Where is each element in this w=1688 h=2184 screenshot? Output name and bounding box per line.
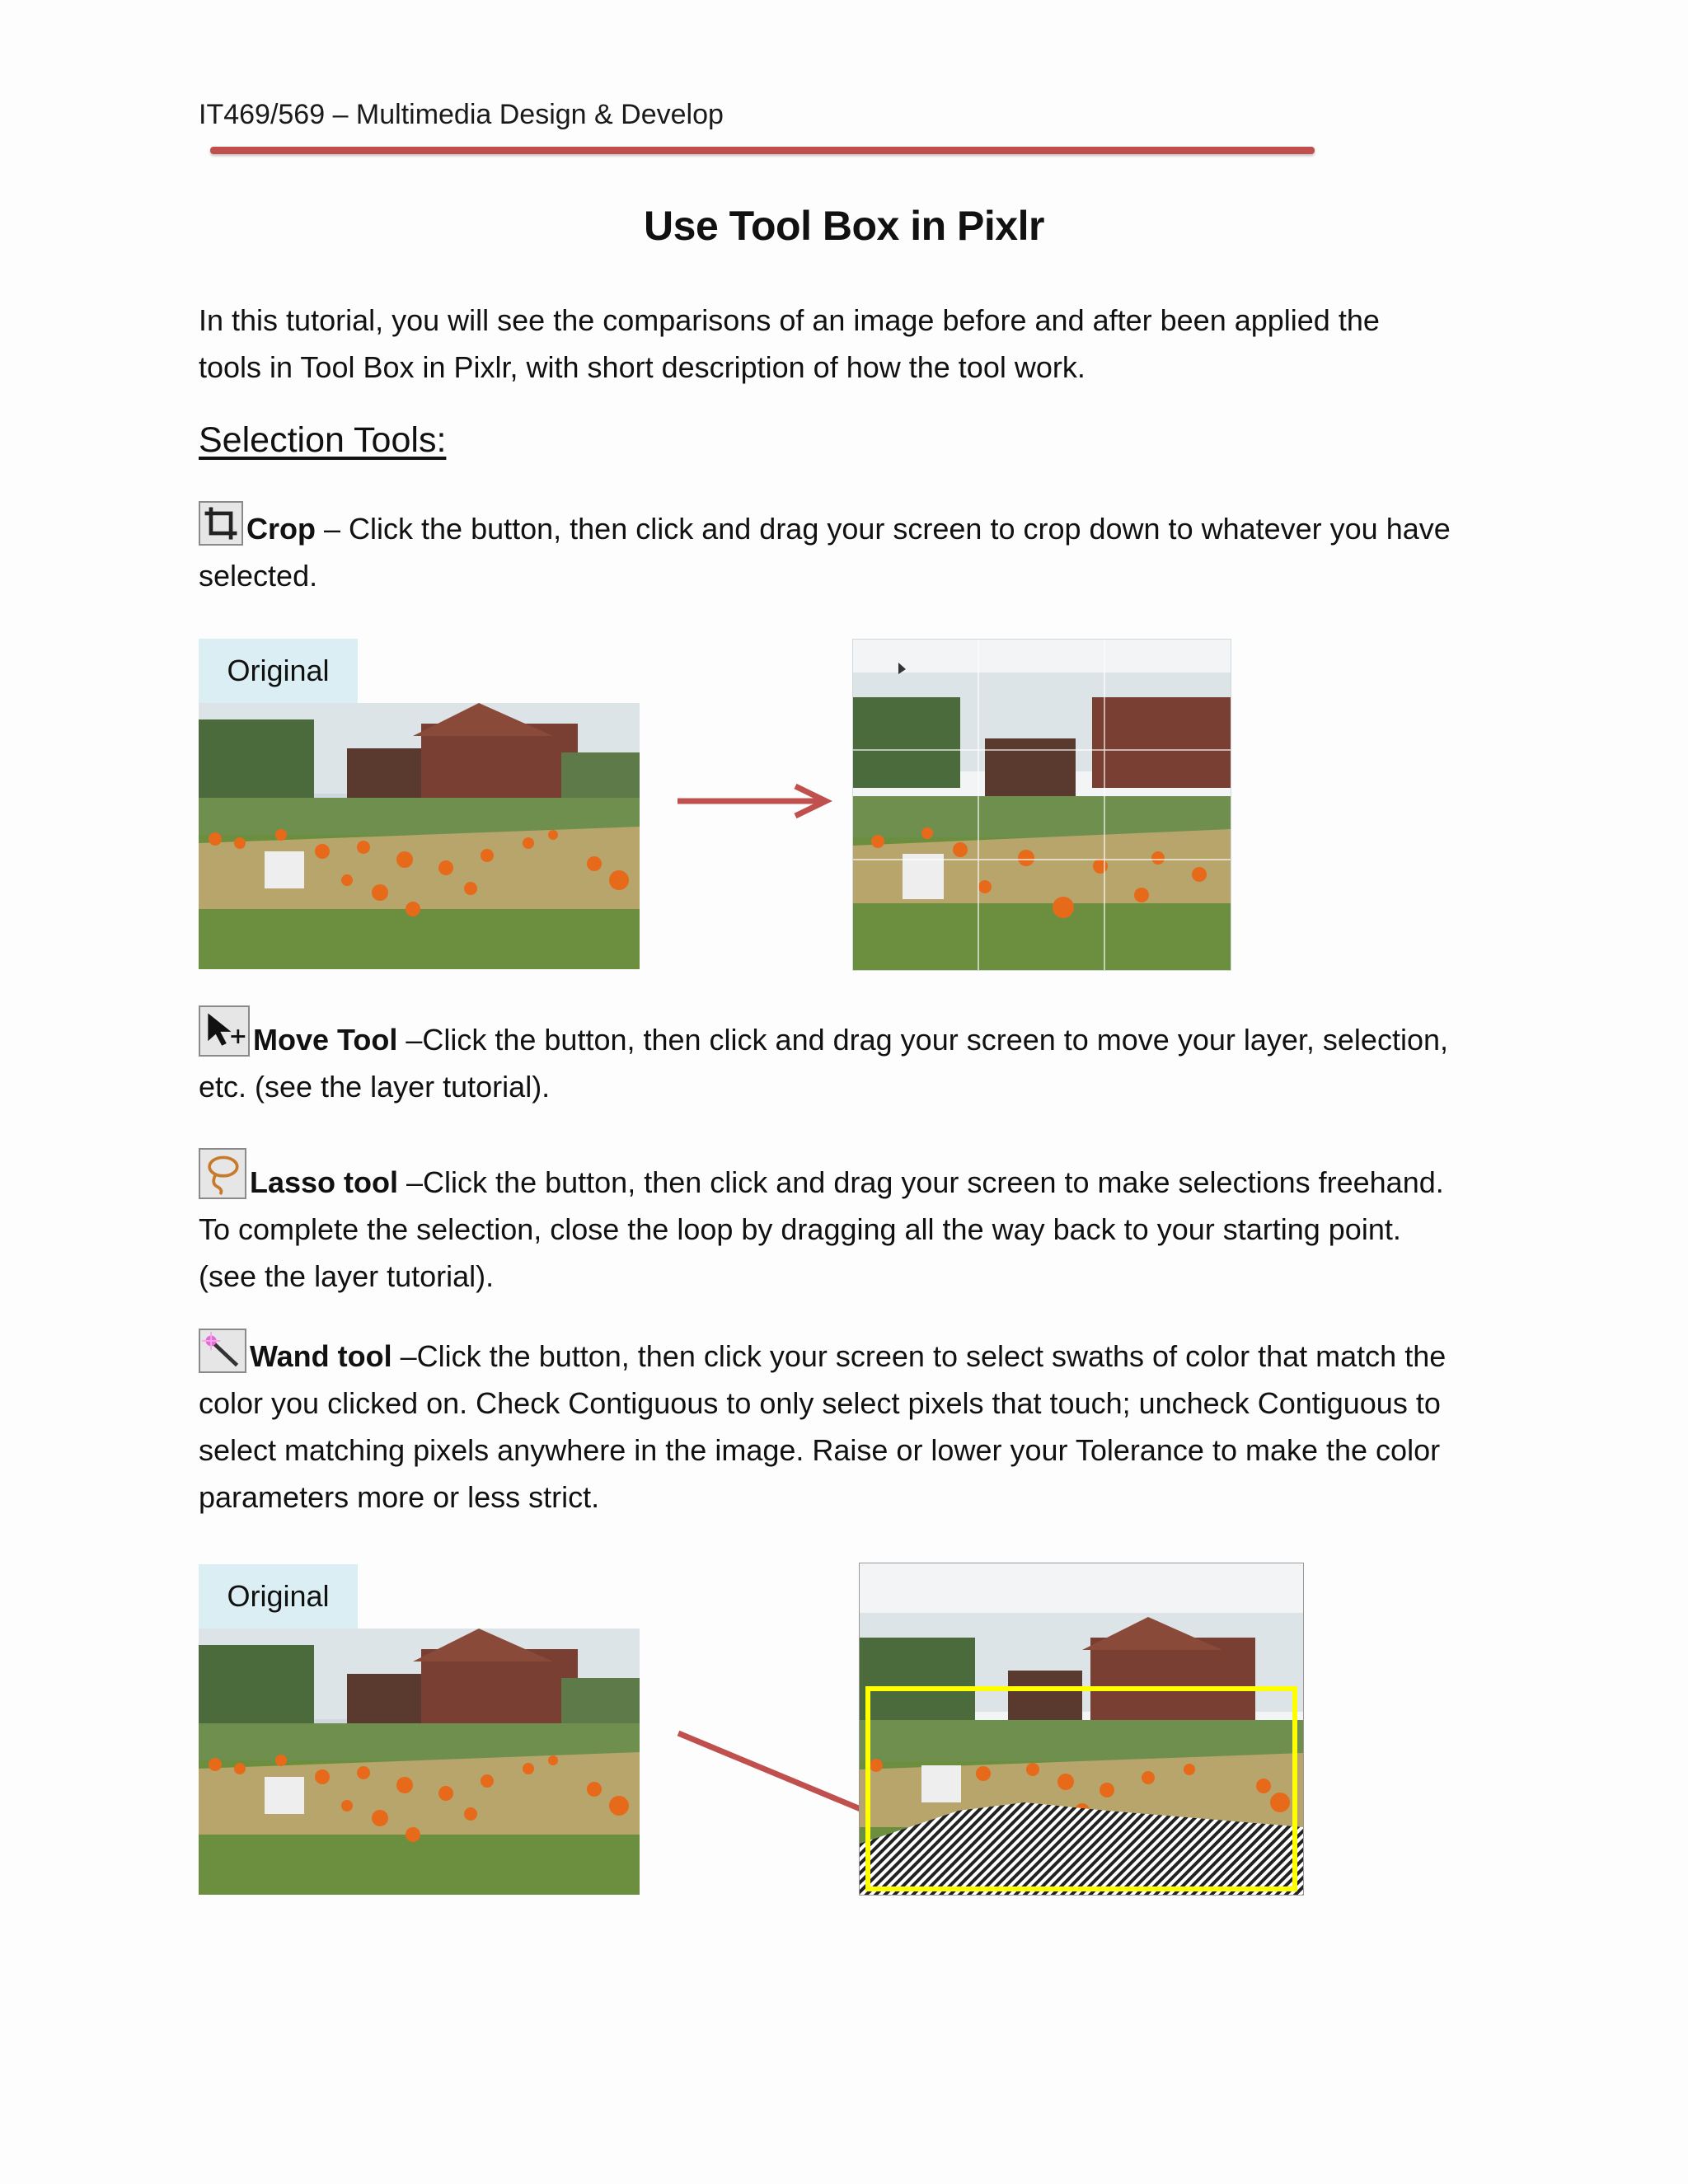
lasso-desc-line-2: To complete the selection, close the loop by dragging all the way back to your starting point. <box>199 1212 1401 1246</box>
crop-description <box>199 501 1517 599</box>
document-header: IT469/569 – Multimedia Design & Develop <box>199 99 724 130</box>
lasso-description <box>199 1148 1517 1300</box>
header-rule <box>210 147 1315 154</box>
original-label: Original <box>199 1564 358 1629</box>
lasso-tool-name: Lasso tool <box>250 1165 399 1199</box>
move-description <box>199 1005 1517 1110</box>
intro-line-1: In this tutorial, you will see the comparisons of an image before and after been applied the <box>199 303 1380 337</box>
wand-tool-name: Wand tool <box>250 1339 392 1373</box>
original-photo <box>199 1629 640 1895</box>
original-photo <box>199 703 640 969</box>
wand-icon <box>199 1329 246 1373</box>
wand-selected-photo <box>859 1563 1304 1896</box>
crop-desc-line-1: – Click the button, then click and drag your screen to crop down to whatever you have <box>316 512 1451 546</box>
crop-desc-line-2: selected. <box>199 559 318 593</box>
lasso-desc-line-1: –Click the button, then click and drag your screen to make selections freehand. <box>398 1165 1444 1199</box>
intro-line-2: tools in Tool Box in Pixlr, with short description of how the tool work. <box>199 350 1085 384</box>
wand-desc-line-2: color you clicked on. Check Contiguous to only select pixels that touch; uncheck Contiguous to <box>199 1386 1441 1420</box>
move-desc-line-2: etc. (see the layer tutorial). <box>199 1070 551 1104</box>
crop-icon <box>199 501 243 546</box>
wand-desc-line-3: select matching pixels anywhere in the image. Raise or lower your Tolerance to make the color <box>199 1433 1441 1467</box>
section-heading: Selection Tools: <box>199 420 447 460</box>
original-label: Original <box>199 639 358 703</box>
wand-desc-line-1: –Click the button, then click your screen to select swaths of color that match the <box>392 1339 1447 1373</box>
lasso-icon <box>199 1148 246 1199</box>
move-icon <box>199 1005 250 1057</box>
cropped-photo <box>852 639 1231 971</box>
crop-tool-name: Crop <box>246 512 316 546</box>
move-tool-name: Move Tool <box>253 1023 398 1057</box>
wand-description <box>199 1329 1517 1521</box>
move-desc-line-1: –Click the button, then click and drag your screen to move your layer, selection, <box>397 1023 1448 1057</box>
wand-desc-line-4: parameters more or less strict. <box>199 1480 600 1514</box>
lasso-desc-line-3: (see the layer tutorial). <box>199 1259 495 1293</box>
crop-arrow <box>676 783 832 819</box>
page-title: Use Tool Box in Pixlr <box>644 203 1044 249</box>
intro-paragraph <box>199 297 1517 391</box>
